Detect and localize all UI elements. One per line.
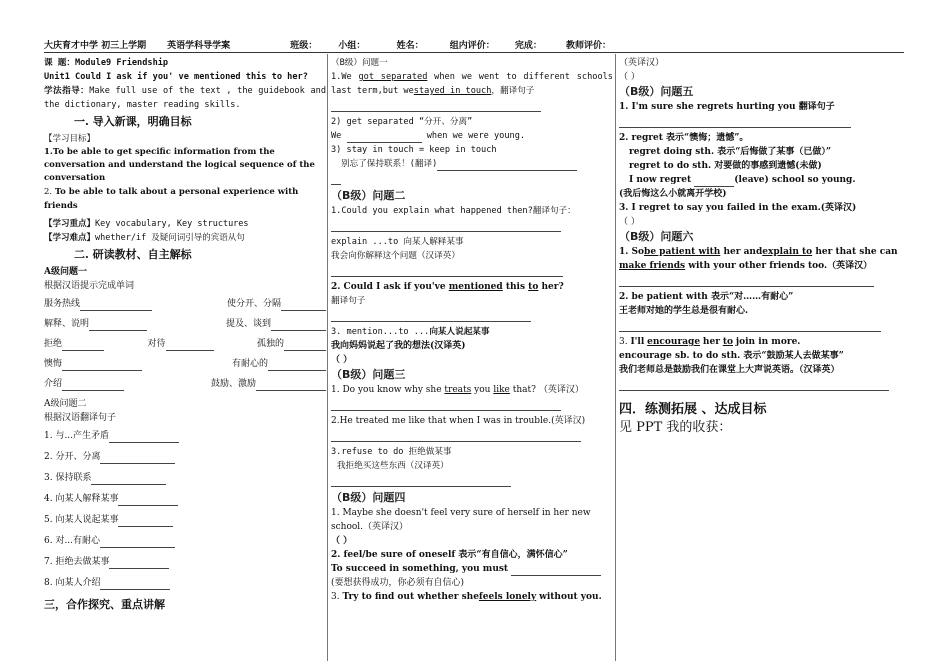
b5-q2c: I now regret (leave) school so young. <box>629 175 856 185</box>
column-3 <box>619 56 904 437</box>
word-label: 服务热线 <box>44 299 81 309</box>
answer-line[interactable] <box>331 399 561 411</box>
name-field: 姓名： <box>396 41 424 51</box>
b5-q2a: regret doing sth. 表示“后悔做了某事（已做）” <box>629 147 832 157</box>
b4-q1: 1. Maybe she doesn't feel very sure of herself in her new school.（英译汉） <box>331 508 591 532</box>
b2-mention: 3. mention...to ...向某人说起某事 <box>331 327 490 337</box>
word-label: 提及、谈到 <box>225 319 271 329</box>
b5-title: （B级）问题五 <box>619 85 694 98</box>
column-2 <box>331 56 613 604</box>
word-row-3 <box>44 337 326 351</box>
word-blank[interactable] <box>281 300 326 311</box>
difficulty <box>44 231 326 245</box>
b1-sentence-2: 2) get separated “分开、分离” <box>331 117 473 127</box>
answer-line[interactable] <box>619 275 874 287</box>
b6-title: （B级）问题六 <box>619 230 694 243</box>
group-eval-field: 组内评价： <box>449 41 495 51</box>
b6-q3-example: 我们老师总是鼓励我们在课堂上大声说英语。（汉译英） <box>619 365 840 375</box>
phrase-item: 3. 保持联系 <box>44 471 326 485</box>
difficulty-label: 【学习难点】 <box>44 233 96 243</box>
goal-label: 【学习目标】 <box>44 134 96 144</box>
a2-title: A级问题二 <box>44 399 87 409</box>
teacher-eval-field: 教师评价： <box>565 41 611 51</box>
b3-q3: 3.refuse to do 拒绝做某事 <box>331 447 452 457</box>
key-text: Key vocabulary, Key structures <box>95 219 249 229</box>
b2-mention-example: 我向妈妈说起了我的想法(汉译英) <box>331 341 466 351</box>
word-row-4 <box>44 357 326 371</box>
group-field: 小组： <box>338 41 366 51</box>
topic: 课 题：Module9 Friendship <box>44 58 169 68</box>
answer-line[interactable] <box>331 173 341 185</box>
b4-q2-example: To succeed in something, you must <box>331 562 613 576</box>
b5-q3: 3. I regret to say you failed in the exam.(英译汉) <box>619 203 857 213</box>
word-blank[interactable] <box>284 340 326 351</box>
b1-sentence-2b: We when we were young. <box>331 131 526 141</box>
word-blank[interactable] <box>62 340 104 351</box>
phrase-item: 1. 与...产生矛盾 <box>44 429 326 443</box>
column-1 <box>44 56 326 615</box>
word-label: 懊悔 <box>44 359 63 369</box>
phrase-blank[interactable] <box>109 558 169 569</box>
b2-title: （B级）问题二 <box>331 189 406 202</box>
phrase-item: 5. 向某人说起某事 <box>44 513 326 527</box>
section-1-title: 一. 导入新课，明确目标 <box>74 115 192 128</box>
b2-explain: explain ...to 向某人解释某事 <box>331 237 464 247</box>
word-blank[interactable] <box>89 320 147 331</box>
column-divider-2 <box>615 54 616 661</box>
b3-q1: 1. Do you know why she treats you like that? （英译汉） <box>331 385 584 395</box>
phrase-item: 4. 向某人解释某事 <box>44 492 326 506</box>
b4-q2: 2. feel/be sure of oneself 表示“有自信心，满怀信心” <box>331 550 568 560</box>
difficulty-text: whether/if 及疑问词引导的宾语从句 <box>95 233 245 243</box>
word-label: 解释、说明 <box>44 319 90 329</box>
phrase-blank[interactable] <box>100 579 170 590</box>
b3-q3-example: 我拒绝买这些东西（汉译英） <box>337 461 449 471</box>
phrase-item: 8. 向某人介绍 <box>44 576 326 590</box>
done-field: 完成： <box>514 41 542 51</box>
word-blank[interactable] <box>271 320 326 331</box>
b6-q1: 1. Sobe patient with her andexplain to her that she can make friends with your other friends too.（英译汉） <box>619 247 898 271</box>
key-points <box>44 217 326 231</box>
answer-line[interactable] <box>331 100 541 112</box>
subject-title: 英语学科导学案 <box>167 41 231 51</box>
phrase-blank[interactable] <box>109 432 179 443</box>
top-label: （英译汉） <box>619 58 665 68</box>
a2-instruction: 根据汉语翻译句子 <box>44 413 117 423</box>
word-label: 鼓励、激励 <box>210 379 256 389</box>
word-blank[interactable] <box>268 360 326 371</box>
school-name: 大庆育才中学 初三上学期 <box>44 41 147 51</box>
b4-q3: 3. Try to find out whether shefeels lonely without you. <box>331 592 602 602</box>
word-blank[interactable] <box>62 380 124 391</box>
b1-sentence-3b: 别忘了保持联系！(翻译) <box>331 157 613 171</box>
word-blank[interactable] <box>62 360 142 371</box>
answer-blank[interactable] <box>437 160 577 171</box>
top-paren[interactable]: （ ） <box>619 72 640 82</box>
ppt-note: 见 PPT 我的收获： <box>619 420 732 435</box>
a1-title: A级问题一 <box>44 267 87 277</box>
b4-title: （B级）问题四 <box>331 491 406 504</box>
b1-sentence-1: 1.We got separated when we went to different schools last term,but westayed in touch，翻译句子 <box>331 72 613 96</box>
word-row-1 <box>44 297 326 311</box>
answer-blank[interactable] <box>347 132 422 143</box>
word-row-2 <box>44 317 326 331</box>
unit-title: Unit1 Could I ask if you' ve mentioned this to her? <box>44 72 308 82</box>
answer-line[interactable] <box>331 430 581 442</box>
method-label: 学法指导： <box>44 86 90 96</box>
phrase-blank[interactable] <box>100 453 175 464</box>
b2-q2-translate: 翻译句子 <box>331 296 366 306</box>
method <box>44 84 326 112</box>
phrase-blank[interactable] <box>118 516 173 527</box>
a1-instruction: 根据汉语提示完成单词 <box>44 281 135 291</box>
b2-q1: 1.Could you explain what happened then?翻译句子： <box>331 206 576 216</box>
b5-q2b: regret to do sth. 对要做的事感到遗憾(未做) <box>629 161 822 171</box>
key-label: 【学习重点】 <box>44 219 96 229</box>
word-label: 介绍 <box>44 379 63 389</box>
section-4-title: 四．练测拓展 、达成目标 <box>619 402 767 417</box>
word-blank[interactable] <box>256 380 326 391</box>
b5-q2: 2. regret 表示“懊悔；遗憾”。 <box>619 133 749 143</box>
section-2-title: 二. 研读教材、自主解标 <box>74 248 192 261</box>
b3-q2: 2.He treated me like that when I was in trouble.(英译汉) <box>331 416 586 426</box>
word-label: 对待 <box>147 339 166 349</box>
b5-q1: 1. I'm sure she regrets hurting you 翻译句子 <box>619 102 835 112</box>
method-text: Make full use of the text , the guidebook and the dictionary, master reading skills. <box>44 86 326 110</box>
phrase-blank[interactable] <box>100 537 175 548</box>
b6-q3-note: encourage sb. to do sth. 表示“鼓励某人去做某事” <box>619 351 844 361</box>
b3-title: （B级）问题三 <box>331 368 406 381</box>
phrase-blank[interactable] <box>118 495 178 506</box>
b5-q2d: (我后悔这么小就离开学校) <box>619 189 727 199</box>
b2-explain-cn: 我会向你解释这个问题（汉译英） <box>331 251 460 261</box>
class-field: 班级： <box>290 41 318 51</box>
b6-q2: 2. be patient with 表示“对……有耐心” <box>619 292 794 302</box>
b2-q2: 2. Could I ask if you've mentioned this to her? <box>331 282 564 292</box>
b6-q2-example: 王老师对她的学生总是很有耐心. <box>619 306 749 316</box>
answer-line[interactable] <box>331 220 561 232</box>
header-divider <box>44 52 904 53</box>
word-label: 有耐心的 <box>231 359 268 369</box>
answer-line[interactable] <box>331 310 531 322</box>
answer-blank[interactable] <box>694 176 734 187</box>
goal-2-text: To be able to talk about a personal experience with friends <box>44 187 299 211</box>
answer-line[interactable] <box>619 379 889 391</box>
section-3-title: 三，合作探究、重点讲解 <box>44 598 165 611</box>
answer-line[interactable] <box>331 265 563 277</box>
phrase-blank[interactable] <box>91 474 166 485</box>
word-label: 孤独的 <box>256 339 284 349</box>
phrase-item: 2. 分开、分离 <box>44 450 326 464</box>
b2-paren[interactable]: （ ） <box>331 355 353 365</box>
word-row-5 <box>44 377 326 391</box>
answer-line[interactable] <box>619 116 851 128</box>
b4-paren[interactable]: （ ） <box>331 536 353 546</box>
goal-1: 1.To be able to get specific information from the conversation and understand the logical sequence of the conversation <box>44 147 315 183</box>
header <box>44 38 904 51</box>
word-blank[interactable] <box>80 300 152 311</box>
phrase-item: 6. 对...有耐心 <box>44 534 326 548</box>
b4-q2-cn: (要想获得成功，你必须有自信心) <box>331 578 465 588</box>
b1-title: （B级）问题一 <box>331 58 388 68</box>
answer-line[interactable] <box>331 475 511 487</box>
word-label: 使分开、分隔 <box>226 299 281 309</box>
b6-q3: 3. I'll encourage her to join in more. <box>619 337 801 347</box>
answer-blank[interactable] <box>511 565 601 576</box>
answer-line[interactable] <box>619 320 881 332</box>
goal-2-num: 2. <box>44 187 53 197</box>
b1-sentence-3: 3) stay in touch = keep in touch <box>331 145 497 155</box>
b5-paren[interactable]: （ ） <box>619 217 640 227</box>
phrase-item: 7. 拒绝去做某事 <box>44 555 326 569</box>
word-blank[interactable] <box>166 340 214 351</box>
column-divider-1 <box>327 54 328 661</box>
word-label: 拒绝 <box>44 339 63 349</box>
goal-2 <box>44 185 326 213</box>
